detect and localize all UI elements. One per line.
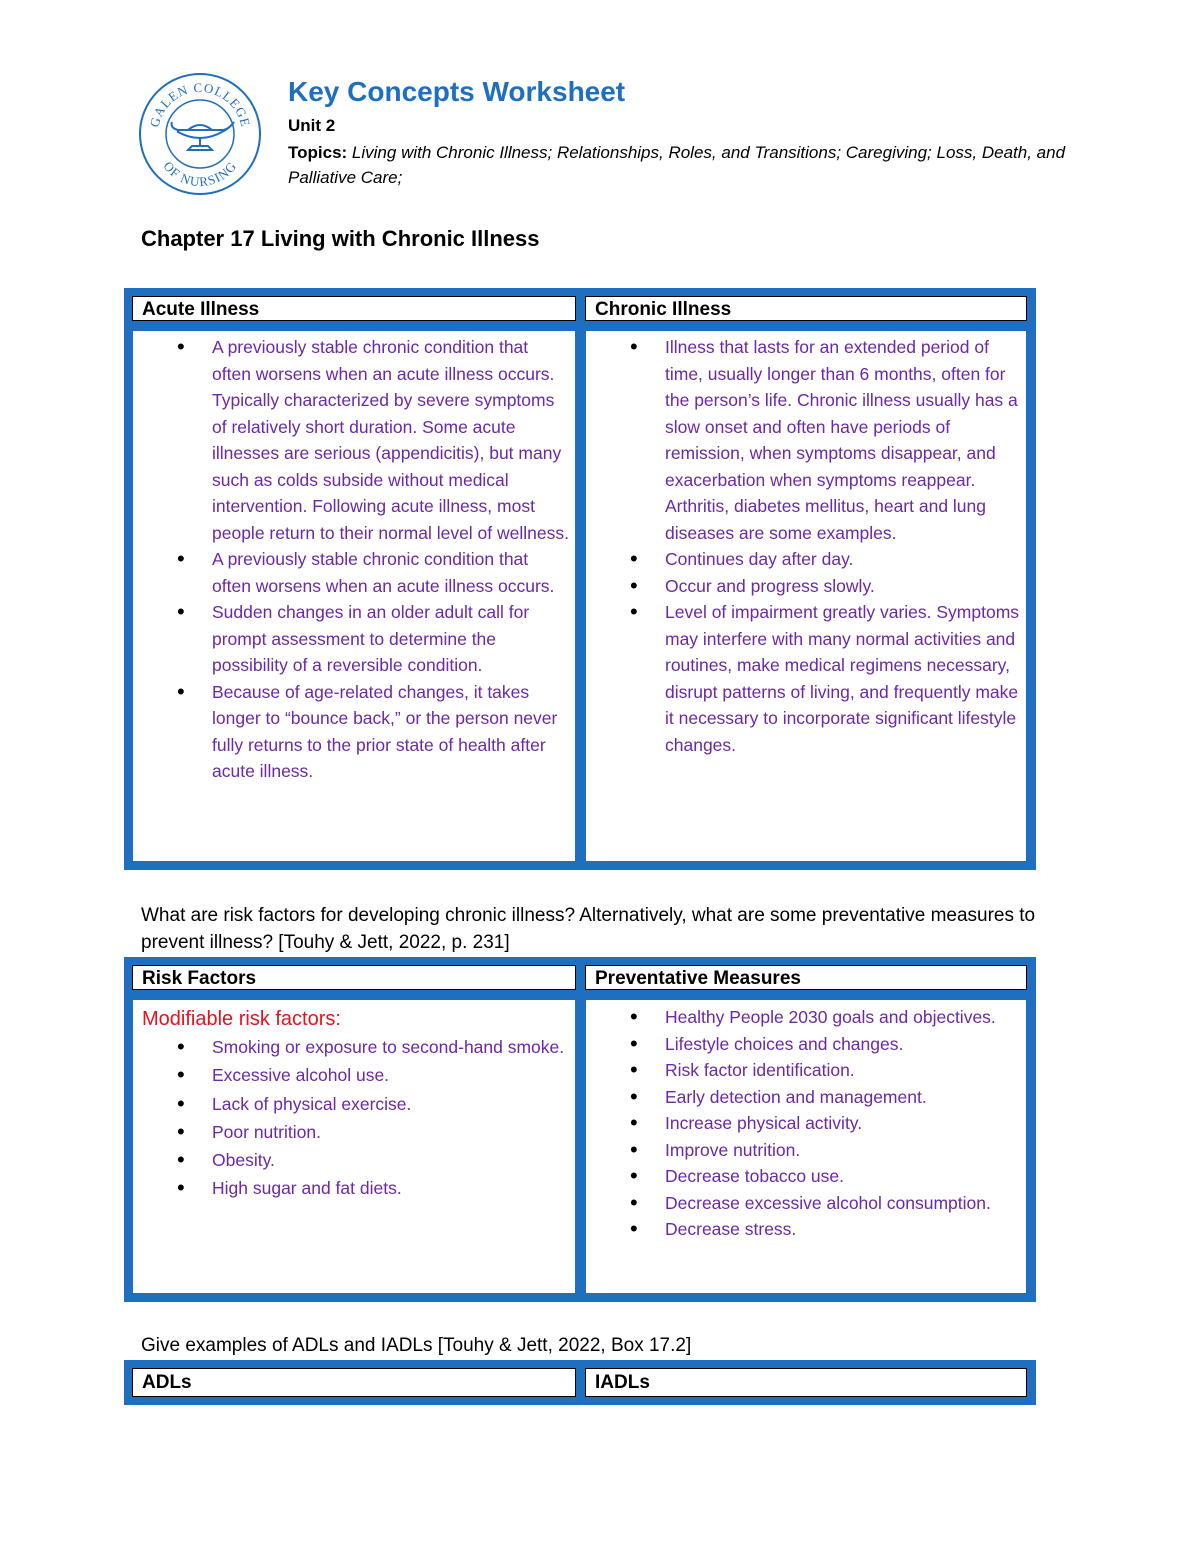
topics-line bbox=[288, 140, 1088, 190]
list-item: • Illness that lasts for an extended period of time, usually longer than 6 months, often for the person’s life. Chronic illness usually has a slow onset and often have periods of remission, when symptoms disappear, and exacerbation when symptoms reappear. Arthritis, diabetes mellitus, heart and lung diseases are some examples. bbox=[586, 334, 1026, 546]
logo-text-bottom: OF NURSING bbox=[160, 158, 240, 190]
svg-text:OF NURSING bbox=[160, 158, 239, 189]
acute-chronic-table bbox=[124, 288, 1036, 870]
chronic-illness-header: Chronic Illness bbox=[585, 296, 1027, 321]
logo-text-top: GALEN COLLEGE bbox=[146, 79, 254, 129]
list-item: • Because of age-related changes, it takes longer to “bounce back,” or the person never fully returns to the prior state of health after acute illness. bbox=[133, 679, 575, 785]
adls-header: ADLs bbox=[132, 1368, 576, 1397]
risk-prevention-table bbox=[124, 957, 1036, 1302]
lamp-icon bbox=[172, 122, 234, 150]
list-item: • Lack of physical exercise. bbox=[133, 1090, 575, 1118]
list-item: • Healthy People 2030 goals and objectives. bbox=[586, 1004, 1026, 1031]
list-item: • Sudden changes in an older adult call for prompt assessment to determine the possibility of a reversible condition. bbox=[133, 599, 575, 679]
list-item: • Early detection and management. bbox=[586, 1084, 1026, 1111]
college-logo bbox=[138, 72, 262, 196]
modifiable-risk-label: Modifiable risk factors: bbox=[142, 1008, 341, 1030]
topics-label: Topics: bbox=[288, 143, 348, 162]
list-item: • Smoking or exposure to second-hand smoke. bbox=[133, 1033, 575, 1061]
chronic-illness-list bbox=[586, 334, 1026, 758]
adl-iadl-table bbox=[124, 1360, 1036, 1405]
list-item: • Improve nutrition. bbox=[586, 1137, 1026, 1164]
topics-text: Living with Chronic Illness; Relationships, Roles, and Transitions; Caregiving; Loss, Death, and Palliative Care; bbox=[288, 143, 1066, 187]
list-item: • A previously stable chronic condition that often worsens when an acute illness occurs. Typically characterized by severe symptoms of relatively short duration. Some acute illnesses are serious (appendicitis), but many such as colds subside without medical intervention. Following acute illness, most people return to their normal level of wellness. bbox=[133, 334, 575, 546]
list-item: • Excessive alcohol use. bbox=[133, 1061, 575, 1089]
list-item: • Level of impairment greatly varies. Symptoms may interfere with many normal activities and routines, make medical regimens necessary, disrupt patterns of living, and frequently make it necessary to incorporate significant lifestyle changes. bbox=[586, 599, 1026, 758]
list-item: • Risk factor identification. bbox=[586, 1057, 1026, 1084]
adl-question: Give examples of ADLs and IADLs [Touhy & Jett, 2022, Box 17.2] bbox=[141, 1335, 692, 1356]
list-item: • Decrease stress. bbox=[586, 1216, 1026, 1243]
acute-illness-cell bbox=[132, 330, 576, 862]
risk-factors-cell bbox=[132, 999, 576, 1294]
list-item: • Increase physical activity. bbox=[586, 1110, 1026, 1137]
preventative-measures-header: Preventative Measures bbox=[585, 965, 1027, 990]
chronic-illness-cell bbox=[585, 330, 1027, 862]
list-item: • Continues day after day. bbox=[586, 546, 1026, 573]
preventative-measures-list bbox=[586, 1004, 1026, 1243]
list-item: • Decrease tobacco use. bbox=[586, 1163, 1026, 1190]
preventative-measures-cell bbox=[585, 999, 1027, 1294]
list-item: • A previously stable chronic condition that often worsens when an acute illness occurs. bbox=[133, 546, 575, 599]
risk-factors-header: Risk Factors bbox=[132, 965, 576, 990]
chapter-title: Chapter 17 Living with Chronic Illness bbox=[141, 226, 540, 251]
iadls-header: IADLs bbox=[585, 1368, 1027, 1397]
list-item: • Lifestyle choices and changes. bbox=[586, 1031, 1026, 1058]
worksheet-header bbox=[288, 74, 1088, 190]
list-item: • Occur and progress slowly. bbox=[586, 573, 1026, 600]
risk-factors-question: What are risk factors for developing chronic illness? Alternatively, what are some preventative measures to prevent illness? [Touhy & Jett, 2022, p. 231] bbox=[141, 905, 1036, 953]
acute-illness-header: Acute Illness bbox=[132, 296, 576, 321]
list-item: • Decrease excessive alcohol consumption. bbox=[586, 1190, 1026, 1217]
unit-label: Unit 2 bbox=[288, 116, 336, 135]
list-item: • High sugar and fat diets. bbox=[133, 1174, 575, 1202]
acute-illness-list bbox=[133, 334, 575, 785]
risk-factors-list bbox=[133, 1033, 575, 1203]
worksheet-title: Key Concepts Worksheet bbox=[288, 76, 626, 107]
list-item: • Obesity. bbox=[133, 1146, 575, 1174]
list-item: • Poor nutrition. bbox=[133, 1118, 575, 1146]
